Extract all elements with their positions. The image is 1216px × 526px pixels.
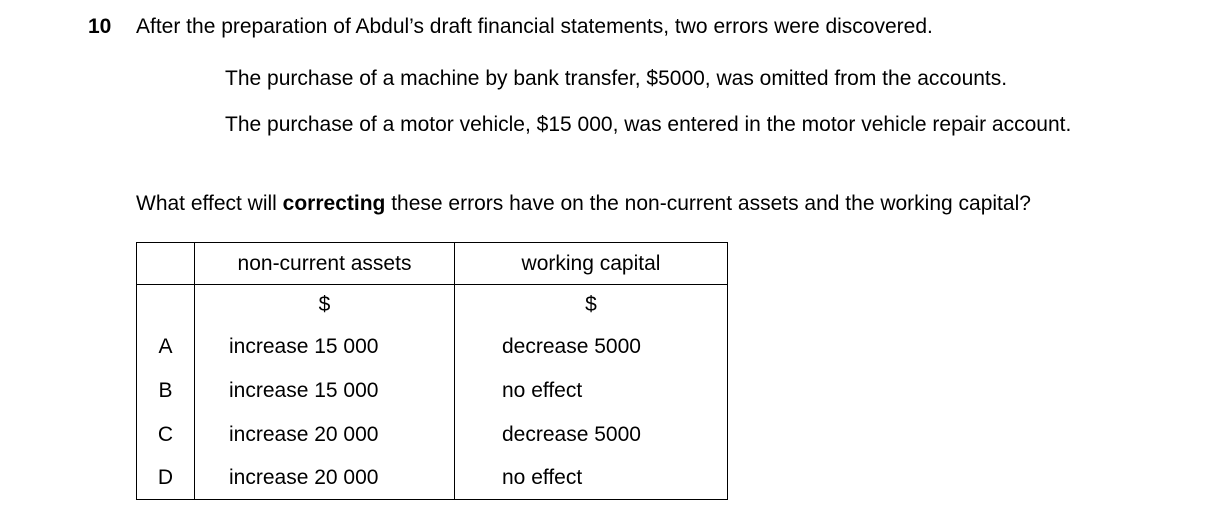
option-working-capital: decrease 5000 <box>455 325 728 369</box>
header-letter-cell <box>137 243 195 285</box>
option-working-capital: decrease 5000 <box>455 413 728 457</box>
units-letter-cell <box>137 285 195 326</box>
option-row-d[interactable] <box>137 457 728 500</box>
unit-non-current-assets: $ <box>195 285 455 326</box>
option-letter: D <box>137 457 195 500</box>
question-number: 10 <box>88 15 112 38</box>
option-working-capital: no effect <box>455 457 728 500</box>
header-working-capital: working capital <box>455 243 728 285</box>
option-letter: A <box>137 325 195 369</box>
prompt-text-bold: correcting <box>282 192 386 215</box>
header-non-current-assets: non-current assets <box>195 243 455 285</box>
error-statement-2: The purchase of a motor vehicle, $15 000, was entered in the motor vehicle repair account. <box>225 113 1072 136</box>
option-non-current-assets: increase 15 000 <box>195 369 455 413</box>
question-stem: After the preparation of Abdul’s draft financial statements, two errors were discovered. <box>136 15 933 38</box>
option-row-b[interactable] <box>137 369 728 413</box>
option-row-c[interactable] <box>137 413 728 457</box>
option-letter: C <box>137 413 195 457</box>
option-row-a[interactable] <box>137 325 728 369</box>
option-non-current-assets: increase 20 000 <box>195 457 455 500</box>
prompt-text-after: these errors have on the non-current assets and the working capital? <box>385 192 1031 215</box>
option-letter: B <box>137 369 195 413</box>
option-working-capital: no effect <box>455 369 728 413</box>
answer-options-table <box>136 242 728 500</box>
question-prompt <box>136 191 1031 217</box>
option-non-current-assets: increase 20 000 <box>195 413 455 457</box>
prompt-text-before: What effect will <box>136 192 283 215</box>
unit-working-capital: $ <box>455 285 728 326</box>
units-row <box>137 285 728 326</box>
option-non-current-assets: increase 15 000 <box>195 325 455 369</box>
table-header-row <box>137 243 728 285</box>
error-statement-1: The purchase of a machine by bank transfer, $5000, was omitted from the accounts. <box>225 67 1008 90</box>
